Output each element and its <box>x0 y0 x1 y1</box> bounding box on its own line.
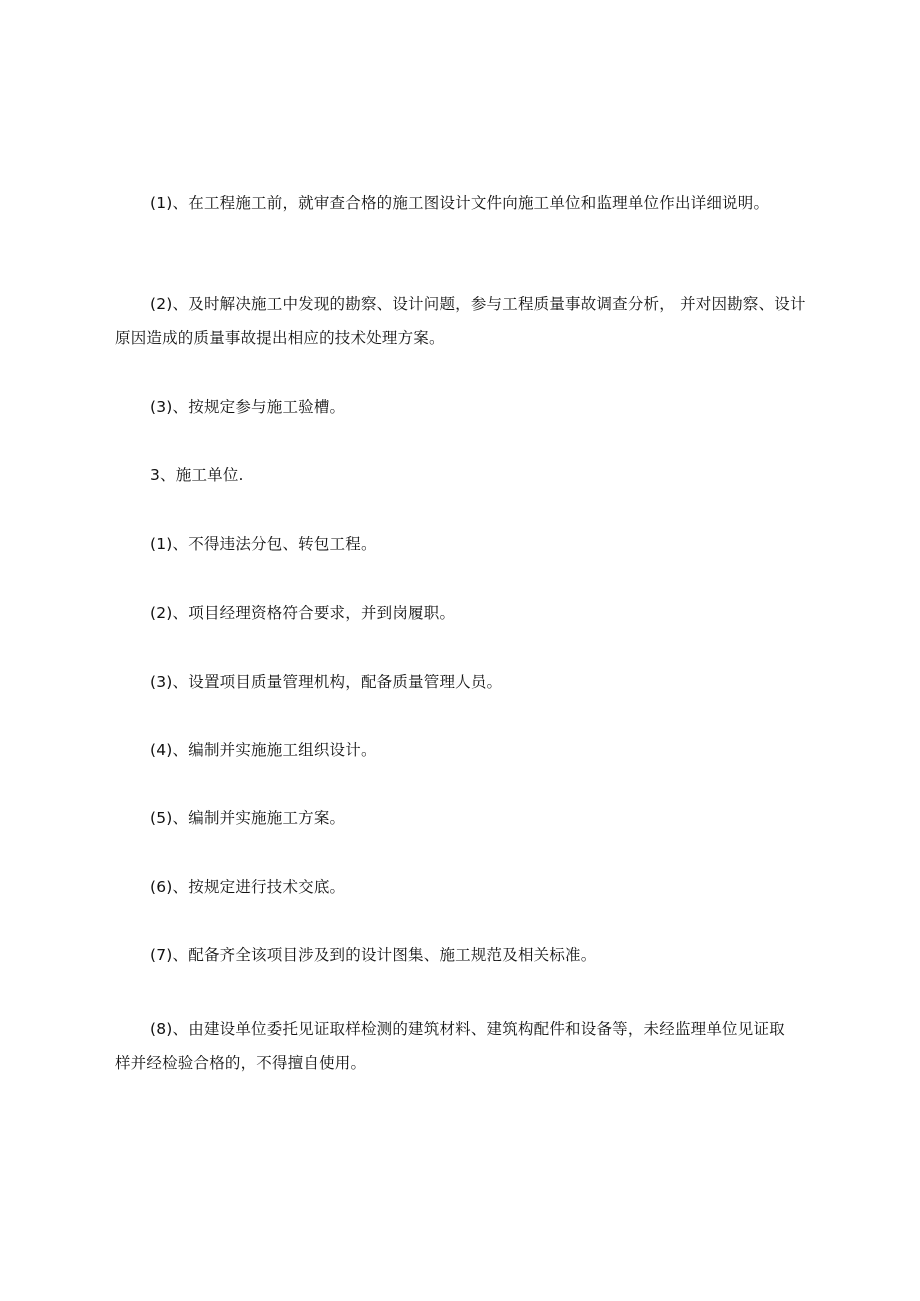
paragraph-foundation-inspection: (3)、按规定参与施工验槽。 <box>150 398 346 416</box>
section-heading-construction-unit: 3、施工单位. <box>150 466 244 484</box>
paragraph-design-problem-solving: (2)、及时解决施工中发现的勘察、设计问题，参与工程质量事故调查分析， 并对因勘察、设计原因造成的质量事故提出相应的技术处理方案。 <box>115 295 806 347</box>
paragraph-construction-plan: (5)、编制并实施施工方案。 <box>150 809 346 827</box>
paragraph-project-manager: (2)、项目经理资格符合要求，并到岗履职。 <box>150 604 456 622</box>
paragraph-construction-organization-design: (4)、编制并实施施工组织设计。 <box>150 741 377 759</box>
paragraph-technical-briefing: (6)、按规定进行技术交底。 <box>150 878 346 896</box>
paragraph-witness-sampling: (8)、由建设单位委托见证取样检测的建筑材料、建筑构配件和设备等，未经监理单位见证取样并经检验合格的，不得擅自使用。 <box>115 1020 785 1072</box>
paragraph-design-explanation: (1)、在工程施工前，就审查合格的施工图设计文件向施工单位和监理单位作出详细说明。 <box>150 194 770 212</box>
paragraph-standards-equipped: (7)、配备齐全该项目涉及到的设计图集、施工规范及相关标准。 <box>150 946 597 964</box>
paragraph-no-illegal-subcontract: (1)、不得违法分包、转包工程。 <box>150 535 377 553</box>
paragraph-quality-organization: (3)、设置项目质量管理机构，配备质量管理人员。 <box>150 673 503 691</box>
